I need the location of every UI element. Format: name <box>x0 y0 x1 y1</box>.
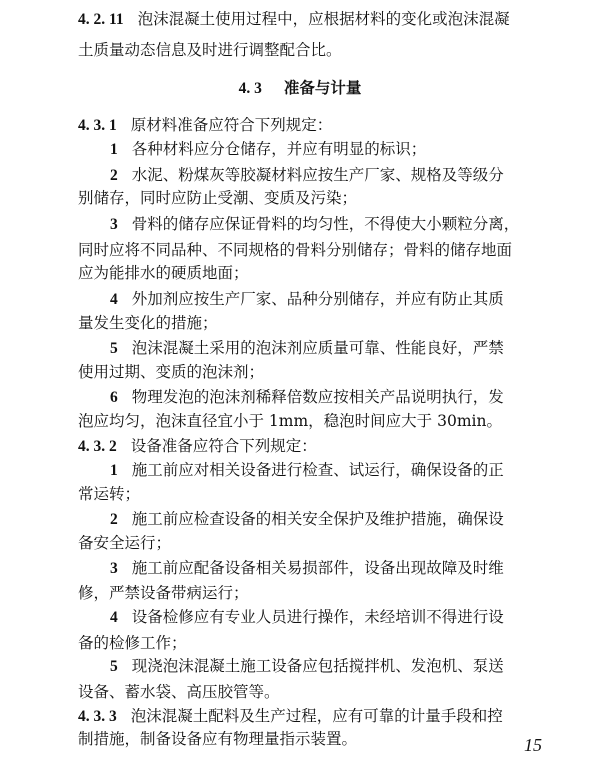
clause-number: 4. 3. 2 <box>78 438 117 455</box>
item-text: 现浇泡沫混凝土施工设备应包括搅拌机、发泡机、泵送 <box>131 657 504 675</box>
item-number: 2 <box>110 167 118 184</box>
clause-text: 泡沫混凝土配料及生产过程，应有可靠的计量手段和控 <box>130 707 503 725</box>
list-item <box>110 338 504 359</box>
list-item <box>110 214 519 235</box>
clause-4-3-3-line-1 <box>78 706 503 727</box>
item-text: 设备检修应有专业人员进行操作，未经培训不得进行设 <box>131 608 504 626</box>
clause-number: 4. 2. 11 <box>78 11 124 28</box>
page-number: 15 <box>524 735 542 755</box>
list-item <box>110 460 504 481</box>
list-item <box>110 509 504 530</box>
list-item-continuation: 修，严禁设备带病运行； <box>78 584 249 602</box>
item-number: 4 <box>110 609 118 626</box>
section-number: 4. 3 <box>238 80 262 97</box>
list-item <box>110 387 504 408</box>
clause-4-2-11-line-2: 土质量动态信息及时进行调整配合比。 <box>78 41 342 59</box>
list-item <box>110 289 504 310</box>
item-text: 施工前应检查设备的相关安全保护及维护措施，确保设 <box>131 510 504 528</box>
list-item <box>110 165 504 186</box>
item-number: 4 <box>110 291 118 308</box>
clause-number: 4. 3. 1 <box>78 117 117 134</box>
section-heading <box>0 78 600 99</box>
item-number: 3 <box>110 216 118 233</box>
item-text: 外加剂应按生产厂家、品种分别储存，并应有防止其质 <box>131 290 504 308</box>
item-number: 1 <box>110 141 118 158</box>
clause-text: 设备准备应符合下列规定： <box>130 437 317 455</box>
item-text: 施工前应配备设备相关易损部件，设备出现故障及时维 <box>131 559 504 577</box>
clause-text: 泡沫混凝土使用过程中，应根据材料的变化或泡沫混凝 <box>137 10 510 28</box>
item-text: 物理发泡的泡沫剂稀释倍数应按相关产品说明执行，发 <box>131 388 504 406</box>
item-number: 5 <box>110 658 118 675</box>
item-text: 施工前应对相关设备进行检查、试运行，确保设备的正 <box>131 461 504 479</box>
clause-4-2-11-line-1 <box>78 9 510 30</box>
item-number: 3 <box>110 560 118 577</box>
list-item-continuation: 常运转； <box>78 485 141 503</box>
list-item-continuation: 量发生变化的措施； <box>78 314 218 332</box>
clause-text: 原材料准备应符合下列规定： <box>130 116 333 134</box>
item-text: 水泥、粉煤灰等胶凝材料应按生产厂家、规格及等级分 <box>131 166 504 184</box>
section-title: 准备与计量 <box>283 78 362 97</box>
list-item-continuation: 别储存，同时应防止受潮、变质及污染； <box>78 189 358 207</box>
list-item-continuation: 同时应将不同品种、不同规格的骨料分别储存；骨料的储存地面 <box>78 241 513 259</box>
list-item <box>110 558 504 579</box>
item-number: 2 <box>110 511 118 528</box>
clause-number: 4. 3. 3 <box>78 708 117 725</box>
clause-4-3-2-heading <box>78 436 317 457</box>
list-item <box>110 139 426 160</box>
list-item-continuation: 备安全运行； <box>78 534 172 552</box>
item-text: 泡沫混凝土采用的泡沫剂应质量可靠、性能良好，严禁 <box>131 339 504 357</box>
list-item-continuation: 泡应均匀，泡沫直径宜小于 1mm，稳泡时间应大于 30min。 <box>78 412 502 430</box>
list-item <box>110 607 504 628</box>
item-number: 6 <box>110 389 118 406</box>
list-item-continuation: 备的检修工作； <box>78 634 187 652</box>
item-number: 5 <box>110 340 118 357</box>
clause-4-3-1-heading <box>78 115 332 136</box>
list-item-continuation: 设备、蓄水袋、高压胶管等。 <box>78 683 280 701</box>
clause-4-3-3-line-2: 制措施，制备设备应有物理量指示装置。 <box>78 730 358 748</box>
list-item-continuation: 使用过期、变质的泡沫剂； <box>78 363 265 381</box>
item-text: 骨料的储存应保证骨料的均匀性，不得使大小颗粒分离， <box>131 215 520 233</box>
item-text: 各种材料应分仓储存，并应有明显的标识； <box>131 140 427 158</box>
list-item <box>110 656 504 677</box>
list-item-continuation: 应为能排水的硬质地面； <box>78 264 249 282</box>
item-number: 1 <box>110 462 118 479</box>
